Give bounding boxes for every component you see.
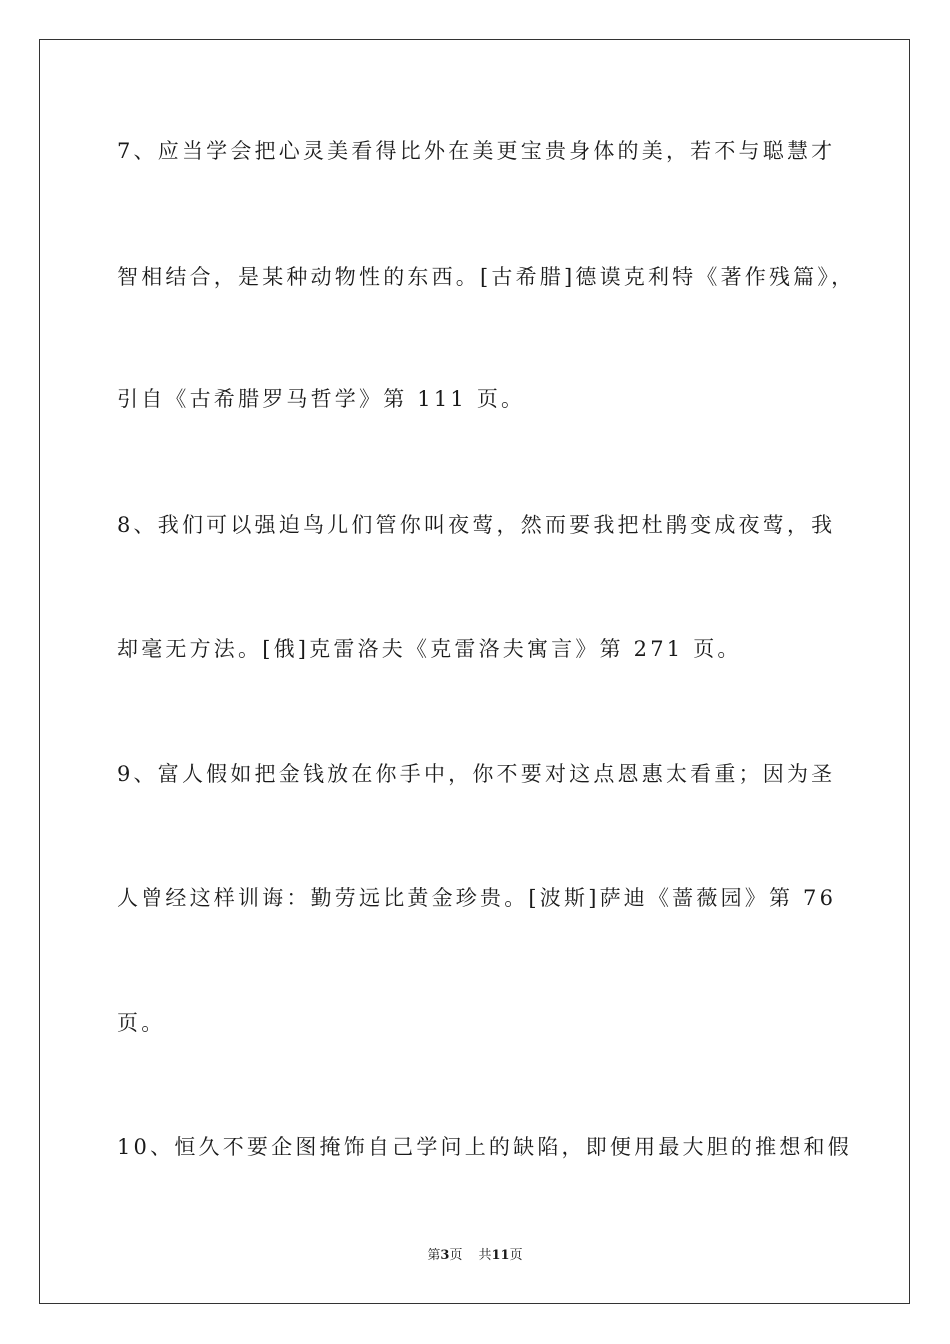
text-line-9: 10、恒久不要企图掩饰自己学问上的缺陷，即便用最大胆的推想和假 bbox=[117, 1135, 852, 1159]
footer-total-pages: 11 bbox=[491, 1248, 510, 1263]
footer-page-suffix: 页 bbox=[449, 1248, 463, 1263]
page-footer bbox=[0, 1247, 950, 1265]
footer-total-suffix: 页 bbox=[509, 1248, 523, 1263]
text-line-6: 9、富人假如把金钱放在你手中，你不要对这点恩惠太看重；因为圣 bbox=[117, 762, 836, 786]
text-line-5: 却毫无方法。[俄]克雷洛夫《克雷洛夫寓言》第 271 页。 bbox=[117, 637, 742, 661]
footer-page-number: 3 bbox=[440, 1248, 450, 1263]
text-line-2: 智相结合，是某种动物性的东西。[古希腊]德谟克利特《著作残篇》， bbox=[117, 265, 856, 289]
text-line-4: 8、我们可以强迫鸟儿们管你叫夜莺，然而要我把杜鹃变成夜莺，我 bbox=[117, 513, 836, 537]
text-line-7: 人曾经这样训诲：勤劳远比黄金珍贵。[波斯]萨迪《蔷薇园》第 76 bbox=[117, 886, 837, 910]
footer-page-prefix: 第 bbox=[427, 1248, 441, 1263]
text-line-3: 引自《古希腊罗马哲学》第 111 页。 bbox=[117, 387, 526, 411]
page-border bbox=[39, 39, 910, 1304]
text-line-1: 7、应当学会把心灵美看得比外在美更宝贵身体的美，若不与聪慧才 bbox=[117, 139, 836, 163]
text-line-8: 页。 bbox=[117, 1011, 166, 1035]
footer-total-prefix: 共 bbox=[478, 1248, 492, 1263]
